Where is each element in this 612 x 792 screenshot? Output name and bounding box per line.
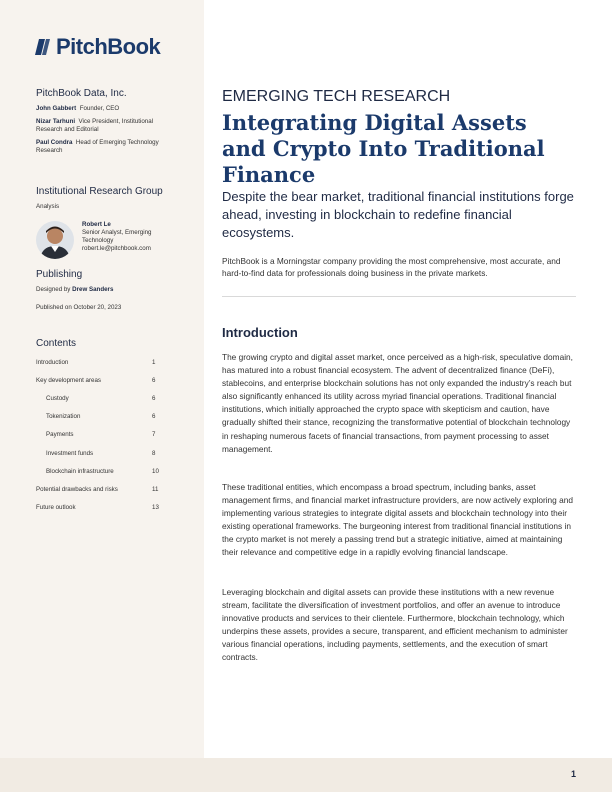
toc-item-page: 11 <box>152 485 159 493</box>
publishing-block <box>36 269 172 317</box>
toc-item[interactable] <box>36 480 160 498</box>
toc-item[interactable] <box>36 389 160 407</box>
toc-item-page: 6 <box>152 376 156 384</box>
pitchbook-logo <box>32 34 160 60</box>
toc-item-label: Investment funds <box>46 449 94 457</box>
toc-item-page: 10 <box>152 467 159 475</box>
research-group-block <box>36 186 172 259</box>
contents-heading: Contents <box>36 338 77 349</box>
person-entry: Paul Condra Head of Emerging Technology Research <box>36 139 159 154</box>
toc-item-label: Future outlook <box>36 504 76 512</box>
author-card <box>36 221 172 259</box>
toc-item-label: Tokenization <box>46 413 81 421</box>
toc-item-page: 1 <box>152 358 156 366</box>
toc-item-label: Payments <box>46 431 74 439</box>
toc-item-label: Custody <box>46 394 69 402</box>
page-subtitle: Despite the bear market, traditional financial institutions forge ahead, investing in blockchain to redefine financial ecosystems. <box>222 189 574 240</box>
paragraph: Leveraging blockchain and digital assets can provide these institutions with a new revenue stream, facilitate the diversification of investment portfolios, and offer an avenue to introduce innovative products and services to their clientele. Furthermore, blockchain technology, which underpins these assets, provides a secure, transparent, and efficient mechanism to administer various financial operations, including payments, settlements, and the execution of smart contracts. <box>222 587 568 663</box>
published-date: Published on October 20, 2023 <box>36 304 122 311</box>
toc-item-page: 8 <box>152 449 156 457</box>
toc-item-label: Blockchain infrastructure <box>46 467 114 475</box>
page-title: Integrating Digital Assets and Crypto Into Traditional Finance <box>222 110 545 187</box>
author-name: Robert Le <box>82 221 111 228</box>
toc-list <box>36 353 160 517</box>
toc-item-label: Potential drawbacks and risks <box>36 485 118 493</box>
toc-item-page: 13 <box>152 504 159 512</box>
paragraph: The growing crypto and digital asset market, once perceived as a high-risk, speculative domain, has matured into a robust financial ecosystem. The advent of decentralized finance (DeFi), stablecoins, and enterprise blockchain solutions has not only expanded the industry’s reach but also significantly enhanced its utility across myriad financial operations. Traditional financial institutions, which initially approached the crypto space with skepticism and caution, have gradually shifted their stance, recognizing the transformative potential of blockchain technology in reshaping numerous facets of financial transactions, from payment processing to asset management. <box>222 352 573 454</box>
publishing-heading: Publishing <box>36 269 83 280</box>
author-info <box>82 221 172 259</box>
section-heading: Introduction <box>222 325 298 340</box>
toc-item[interactable] <box>36 499 160 517</box>
toc-item-page: 6 <box>152 394 156 402</box>
person-entry: Nizar Tarhuni Vice President, Institutional Research and Editorial <box>36 118 154 133</box>
toc-item[interactable] <box>36 462 160 480</box>
company-block <box>36 88 172 160</box>
toc-item-label: Key development areas <box>36 376 102 384</box>
toc-item[interactable] <box>36 353 160 371</box>
toc-item-page: 7 <box>152 431 156 439</box>
person-entry: John Gabbert Founder, CEO <box>36 105 120 112</box>
table-of-contents <box>36 338 160 517</box>
toc-item[interactable] <box>36 444 160 462</box>
toc-item-label: Introduction <box>36 358 69 366</box>
toc-item-page: 6 <box>152 413 156 421</box>
designer-line: Designed by Drew Sanders <box>36 286 114 293</box>
toc-item[interactable] <box>36 371 160 389</box>
divider <box>222 296 576 297</box>
toc-item[interactable] <box>36 426 160 444</box>
page-footer <box>0 758 612 792</box>
page-number: 1 <box>570 769 576 779</box>
brand-name: PitchBook <box>56 34 161 59</box>
research-group-sub: Analysis <box>36 203 60 210</box>
avatar <box>36 221 74 259</box>
toc-item[interactable] <box>36 408 160 426</box>
pitchbook-logo-icon <box>32 37 52 57</box>
research-group-heading: Institutional Research Group <box>36 186 163 197</box>
kicker: EMERGING TECH RESEARCH <box>222 88 451 105</box>
author-email[interactable]: robert.le@pitchbook.com <box>82 245 151 252</box>
paragraph: These traditional entities, which encompass a broad spectrum, including banks, asset management firms, and financial market infrastructure providers, are now actively exploring and implementing various strategies to integrate digital assets and blockchain technology into their existing operational frameworks. The burgeoning interest from traditional financial institutions in the crypto market is not merely a passing trend but a strategic initiative, aimed at maintaining their relevance and competitive edge in a rapidly evolving financial landscape. <box>222 482 573 558</box>
author-title: Senior Analyst, Emerging Technology <box>82 229 152 244</box>
company-name: PitchBook Data, Inc. <box>36 88 127 99</box>
company-description: PitchBook is a Morningstar company providing the most comprehensive, most accurate, and hard-to-find data for professionals doing business in the private markets. <box>222 256 561 278</box>
